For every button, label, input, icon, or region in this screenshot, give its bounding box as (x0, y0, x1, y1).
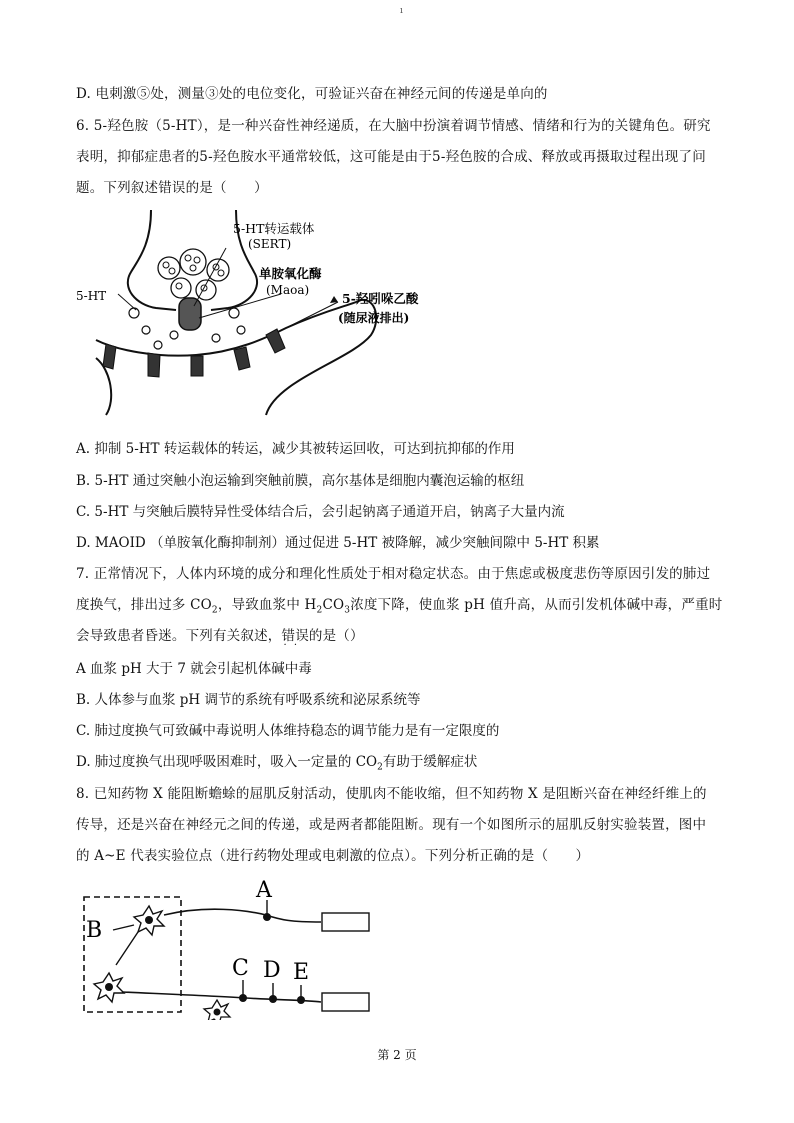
label-d: D (263, 958, 281, 983)
q6-stem-line1: 6. 5-羟色胺（5-HT），是一种兴奋性神经递质，在大脑中扮演着调节情感、情绪和行为的关键角色。研究 (76, 118, 711, 134)
q7-stem-line2: 度换气，排出过多 $CO_2$，导致血浆中 $H_2CO_3$浓度下降，使血浆 pH 值升高，从而引发机体碱中毒，严重时 (76, 597, 723, 616)
label-sert-2: (SERT) (248, 237, 292, 251)
q6-option-c: C. 5-HT 与突触后膜特异性受体结合后，会引起钠离子通道开启，钠离子大量内流 (76, 504, 565, 520)
q5-option-d: D. 电刺激⑤处，测量③处的电位变化，可验证兴奋在神经元间的传递是单向的 (76, 86, 548, 102)
reflex-diagram (76, 870, 386, 1020)
emphasis-mark: 错误 · · (282, 628, 309, 644)
q8-stem-line3: 的 A~E 代表实验位点（进行药物处理或电刺激的位点）。下列分析正确的是（ ） (76, 848, 590, 864)
q8-stem-line2: 传导，还是兴奋在神经元之间的传递，或是两者都能阻断。现有一个如图所示的屈肌反射实验装置，图中 (76, 817, 707, 833)
q7-option-c: C. 肺过度换气可致碱中毒说明人体维持稳态的调节能力是有一定限度的 (76, 723, 500, 739)
label-product-2: (随尿液排出) (338, 311, 410, 325)
q8-stem-line1: 8. 已知药物 X 能阻断蟾蜍的屈肌反射活动，使肌肉不能收缩，但不知药物 X 是阻断兴奋在神经纤维上的 (76, 786, 707, 802)
q7-option-a: A 血浆 pH 大于 7 就会引起机体碱中毒 (76, 661, 312, 677)
synapse-diagram (76, 210, 456, 420)
q7-stem-line1: 7. 正常情况下，人体内环境的成分和理化性质处于相对稳定状态。由于焦虑或极度悲伤等原因引发的肺过 (76, 566, 711, 582)
q7-option-b: B. 人体参与血浆 pH 调节的系统有呼吸系统和泌尿系统等 (76, 692, 421, 708)
q7-option-d: D. 肺过度换气出现呼吸困难时，吸入一定量的 $CO_2$有助于缓解症状 (76, 754, 478, 773)
q6-option-b: B. 5-HT 通过突触小泡运输到突触前膜，高尔基体是细胞内囊泡运输的枢纽 (76, 473, 525, 489)
label-a: A (256, 878, 272, 903)
label-c: C (232, 956, 249, 981)
label-product-1: 5-羟吲哚乙酸 (342, 291, 419, 306)
label-maoa-2: (Maoa) (266, 283, 310, 297)
page-top-mark: ı (400, 6, 403, 16)
label-b: B (86, 918, 103, 943)
q6-stem-line3: 题。下列叙述错误的是（ ） (76, 180, 268, 196)
label-5ht: 5-HT (76, 289, 107, 303)
q6-option-d: D. MAOID （单胺氧化酶抑制剂）通过促进 5-HT 被降解，减少突触间隙中 5-HT 积累 (76, 535, 600, 551)
label-sert-1: 5-HT转运载体 (233, 221, 315, 236)
q6-option-a: A. 抑制 5-HT 转运载体的转运，减少其被转运回收，可达到抗抑郁的作用 (76, 441, 515, 457)
label-maoa-1: 单胺氧化酶 (259, 266, 322, 281)
label-e: E (293, 960, 310, 985)
page-footer: 第 2 页 (377, 1048, 417, 1062)
q6-stem-line2: 表明，抑郁症患者的5-羟色胺水平通常较低，这可能是由于5-羟色胺的合成、释放或再摄取过程出现了问 (76, 149, 706, 165)
q7-stem-line3: 会导致患者昏迷。下列有关叙述，错误 · ·的是（） (76, 624, 364, 644)
